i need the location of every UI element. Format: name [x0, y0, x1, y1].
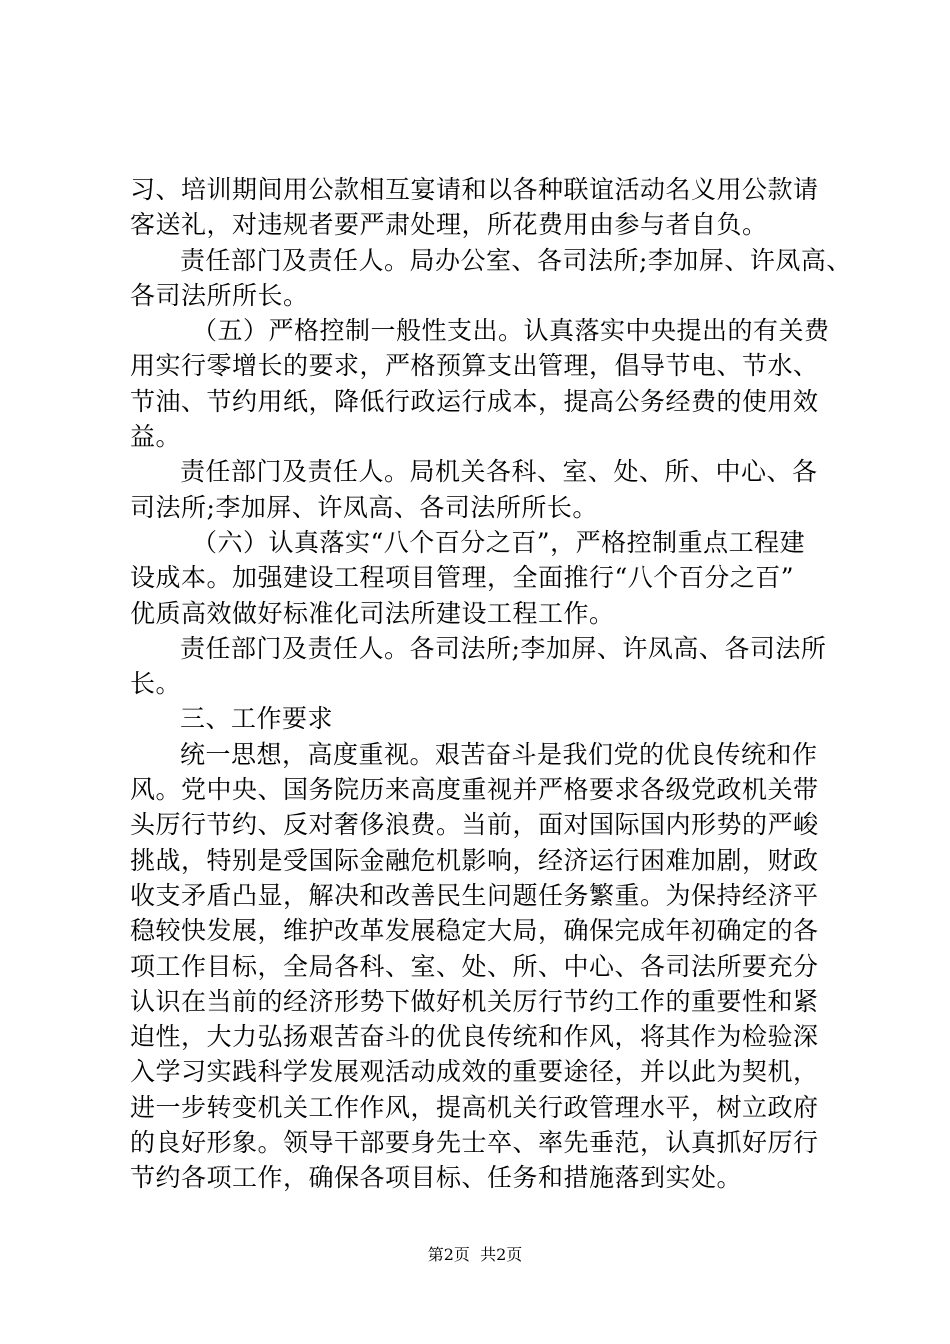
text-line: 优质高效做好标准化司法所建设工程工作。: [130, 598, 615, 628]
document-body: [130, 172, 855, 1196]
section-heading-3: 三、工作要求: [180, 704, 334, 734]
text-line: 长。: [130, 669, 182, 699]
text-line: 节约各项工作，确保各项目标、任务和措施落到实处。: [130, 1163, 743, 1193]
text-line: 责任部门及责任人。局机关各科、室、处、所、中心、各: [180, 457, 818, 487]
text-line: 收支矛盾凸显，解决和改善民生问题任务繁重。为保持经济平: [130, 880, 819, 910]
text-line: 客送礼，对违规者要严肃处理，所花费用由参与者自负。: [130, 210, 768, 240]
text-line: 挑战，特别是受国际金融危机影响，经济运行困难加剧，财政: [130, 845, 819, 875]
text-line: 风。党中央、国务院历来高度重视并严格要求各级党政机关带: [130, 775, 819, 805]
text-line: 习、培训期间用公款相互宴请和以各种联谊活动名义用公款请: [130, 175, 819, 204]
text-line: 益。: [130, 422, 182, 452]
text-line: 的良好形象。领导干部要身先士卒、率先垂范，认真抓好厉行: [130, 1128, 819, 1158]
text-line: 统一思想，高度重视。艰苦奋斗是我们党的优良传统和作: [180, 739, 818, 769]
text-line: 司法所;李加屏、许凤高、各司法所所长。: [130, 492, 598, 522]
text-line: 责任部门及责任人。局办公室、各司法所;李加屏、许凤高、: [180, 245, 852, 275]
text-line: 用实行零增长的要求，严格预算支出管理，倡导节电、节水、: [130, 351, 819, 381]
text-line: 稳较快发展，维护改革发展稳定大局，确保完成年初确定的各: [130, 916, 819, 946]
page-footer: 第2页 共2页: [427, 1245, 523, 1264]
text-line: 头厉行节约、反对奢侈浪费。当前，面对国际国内形势的严峻: [130, 810, 819, 840]
text-line: 迫性，大力弘扬艰苦奋斗的优良传统和作风，将其作为检验深: [130, 1022, 819, 1052]
text-line: 入学习实践科学发展观活动成效的重要途径，并以此为契机，: [130, 1057, 819, 1087]
section-heading-6: （六）认真落实“八个百分之百”，严格控制重点工程建: [192, 527, 806, 557]
text-line: 各司法所所长。: [130, 280, 309, 310]
text-line: 责任部门及责任人。各司法所;李加屏、许凤高、各司法所: [180, 633, 827, 663]
text-line: 进一步转变机关工作作风，提高机关行政管理水平，树立政府: [130, 1092, 819, 1122]
text-line: 项工作目标，全局各科、室、处、所、中心、各司法所要充分: [130, 951, 819, 981]
text-line: 节油、节约用纸，降低行政运行成本，提高公务经费的使用效: [130, 386, 819, 416]
section-heading-5: （五）严格控制一般性支出。认真落实中央提出的有关费: [192, 316, 830, 346]
text-line: 设成本。加强建设工程项目管理，全面推行“八个百分之百”: [130, 563, 795, 593]
text-line: 认识在当前的经济形势下做好机关厉行节约工作的重要性和紧: [130, 986, 819, 1016]
